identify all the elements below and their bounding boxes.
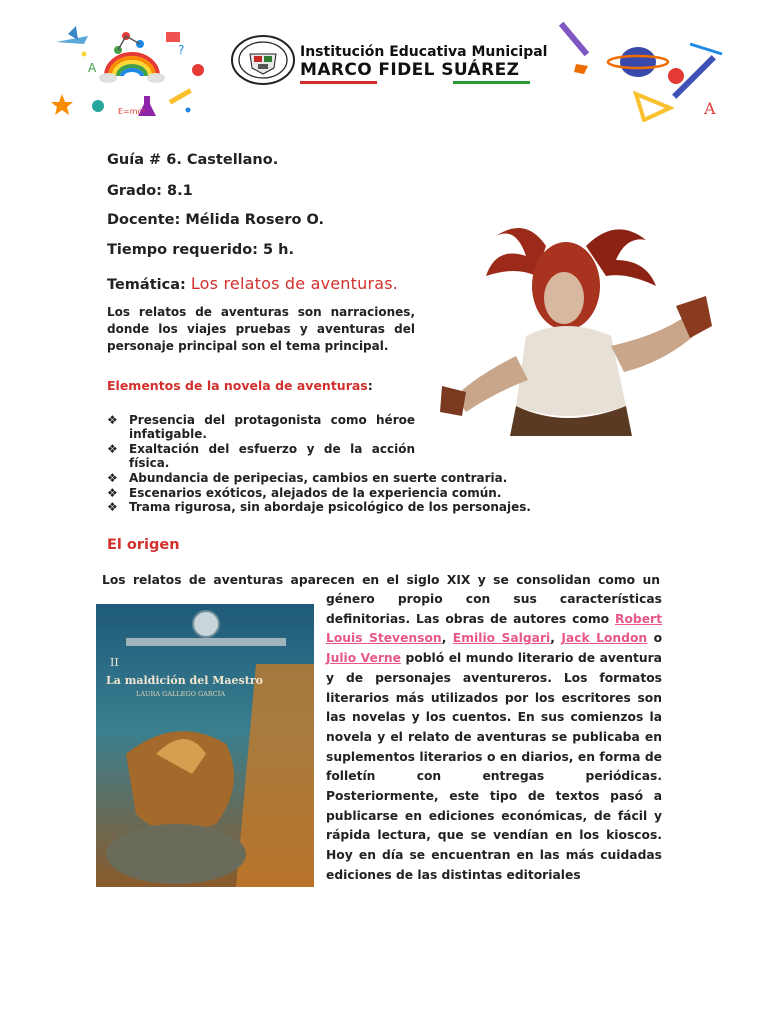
- planet-icon: [608, 47, 668, 77]
- stripe-white: [377, 81, 454, 84]
- diamond-bullet-icon: ❖: [107, 486, 118, 500]
- list-item: ❖ Abundancia de peripecias, cambios en suerte contraria.: [107, 471, 508, 485]
- guide-topic: [107, 274, 398, 293]
- list-item: ❖ Trama rigurosa, sin abordaje psicológico de los personajes.: [107, 500, 531, 514]
- pencil-icon: [559, 22, 589, 56]
- diamond-bullet-icon: ❖: [107, 442, 118, 456]
- list-item: ❖ Escenarios exóticos, alejados de la experiencia común.: [107, 486, 502, 500]
- topic-value: Los relatos de aventuras.: [190, 274, 399, 293]
- guide-teacher: Docente: Mélida Rosero O.: [107, 212, 325, 228]
- origin-heading: El origen: [107, 537, 180, 553]
- stripe-green: [453, 81, 530, 84]
- flag-color-stripe: [300, 81, 530, 84]
- triangle-ruler-icon: [636, 94, 670, 120]
- book-icon: [166, 32, 180, 42]
- institution-seal-logo: [230, 34, 296, 86]
- origin-lead-bold: Los relatos de aventuras: [102, 573, 284, 587]
- guide-time: Tiempo requerido: 5 h.: [107, 242, 294, 258]
- author-link-stevenson[interactable]: Robert Louis Stevenson: [326, 611, 662, 646]
- origin-body-text: pobló el mundo literario de aventura y de personajes aventureros. Los formatos literarios más utilizados por los escritores son las novelas y los cuentos. En sus comienzos la novela y el relato de aventuras se publicaba en suplementos literarios o en diarios, en forma de folletín con entregas periódicas. Posteriormente, este tipo de textos pasó a publicarse en ediciones económicas, de fácil y rápida lectura, que se vendían en los kioscos. Hoy en día se encuentran en las más cuidadas ediciones de las distintas editoriales: [326, 651, 662, 882]
- dot-icon: [82, 52, 87, 57]
- intro-paragraph: Los relatos de aventuras son narraciones, donde los viajes pruebas y aventuras del personaje principal son el tema principal.: [107, 305, 415, 353]
- apple-icon: [668, 68, 684, 84]
- guide-grade: Grado: 8.1: [107, 183, 193, 199]
- diamond-bullet-icon: ❖: [107, 500, 118, 514]
- author-link-london[interactable]: Jack London: [561, 631, 648, 646]
- doodle-letter-icon: ?: [178, 43, 185, 57]
- letter-a-icon: A: [704, 99, 716, 118]
- topic-label: Temática:: [107, 277, 186, 293]
- book-cover-title: La maldición del Maestro: [106, 674, 263, 687]
- origin-lead-rest: aparecen en el siglo XIX y se consolidan como un: [283, 573, 660, 587]
- elements-heading-colon: :: [367, 378, 373, 393]
- book-cover-image: [96, 604, 314, 887]
- ruler-icon: [690, 44, 722, 54]
- elements-heading: [107, 378, 373, 393]
- book-cover-author: LAURA GALLEGO GARCÍA: [136, 690, 226, 698]
- airplane-icon: [56, 26, 88, 44]
- diamond-bullet-icon: ❖: [107, 413, 118, 427]
- origin-body-paragraph: [326, 590, 662, 886]
- pencil-icon: [169, 88, 192, 104]
- author-link-salgari[interactable]: Emilio Salgari: [452, 631, 551, 646]
- globe-icon: [92, 100, 104, 112]
- guide-title: Guía # 6. Castellano.: [107, 152, 279, 168]
- school-doodles-illustration: [48, 24, 210, 122]
- doodle-letter-icon: A: [88, 61, 97, 75]
- star-icon: [51, 94, 73, 115]
- separator: o: [647, 631, 663, 646]
- school-supplies-illustration: [540, 22, 728, 122]
- diamond-bullet-icon: ❖: [107, 471, 118, 485]
- separator: ,: [550, 631, 562, 646]
- separator: ,: [441, 631, 453, 646]
- dot-icon: [186, 108, 191, 113]
- list-item: ❖ Presencia del protagonista como héroe infatigable.: [107, 413, 415, 441]
- apple-icon: [192, 64, 204, 76]
- author-link-verne[interactable]: Julio Verne: [326, 651, 402, 666]
- institution-name-line1: Institución Educativa Municipal: [300, 44, 548, 60]
- stripe-red: [300, 81, 377, 84]
- eraser-icon: [574, 64, 588, 74]
- origin-first-line: [102, 573, 660, 587]
- institution-name-line2: MARCO FIDEL SUÁREZ: [300, 60, 520, 80]
- elements-heading-text: Elementos de la novela de aventuras: [107, 378, 368, 393]
- adventure-hero-illustration: [436, 216, 718, 442]
- list-item: ❖ Exaltación del esfuerzo y de la acción física.: [107, 442, 415, 470]
- book-cover-number: II: [110, 656, 119, 669]
- rainbow-icon: [99, 54, 165, 83]
- molecule-icon: [114, 32, 144, 54]
- doodle-formula-icon: E=mc²: [118, 107, 146, 116]
- origin-body-text: género propio con sus características definitorias. Las obras de autores como: [326, 592, 662, 626]
